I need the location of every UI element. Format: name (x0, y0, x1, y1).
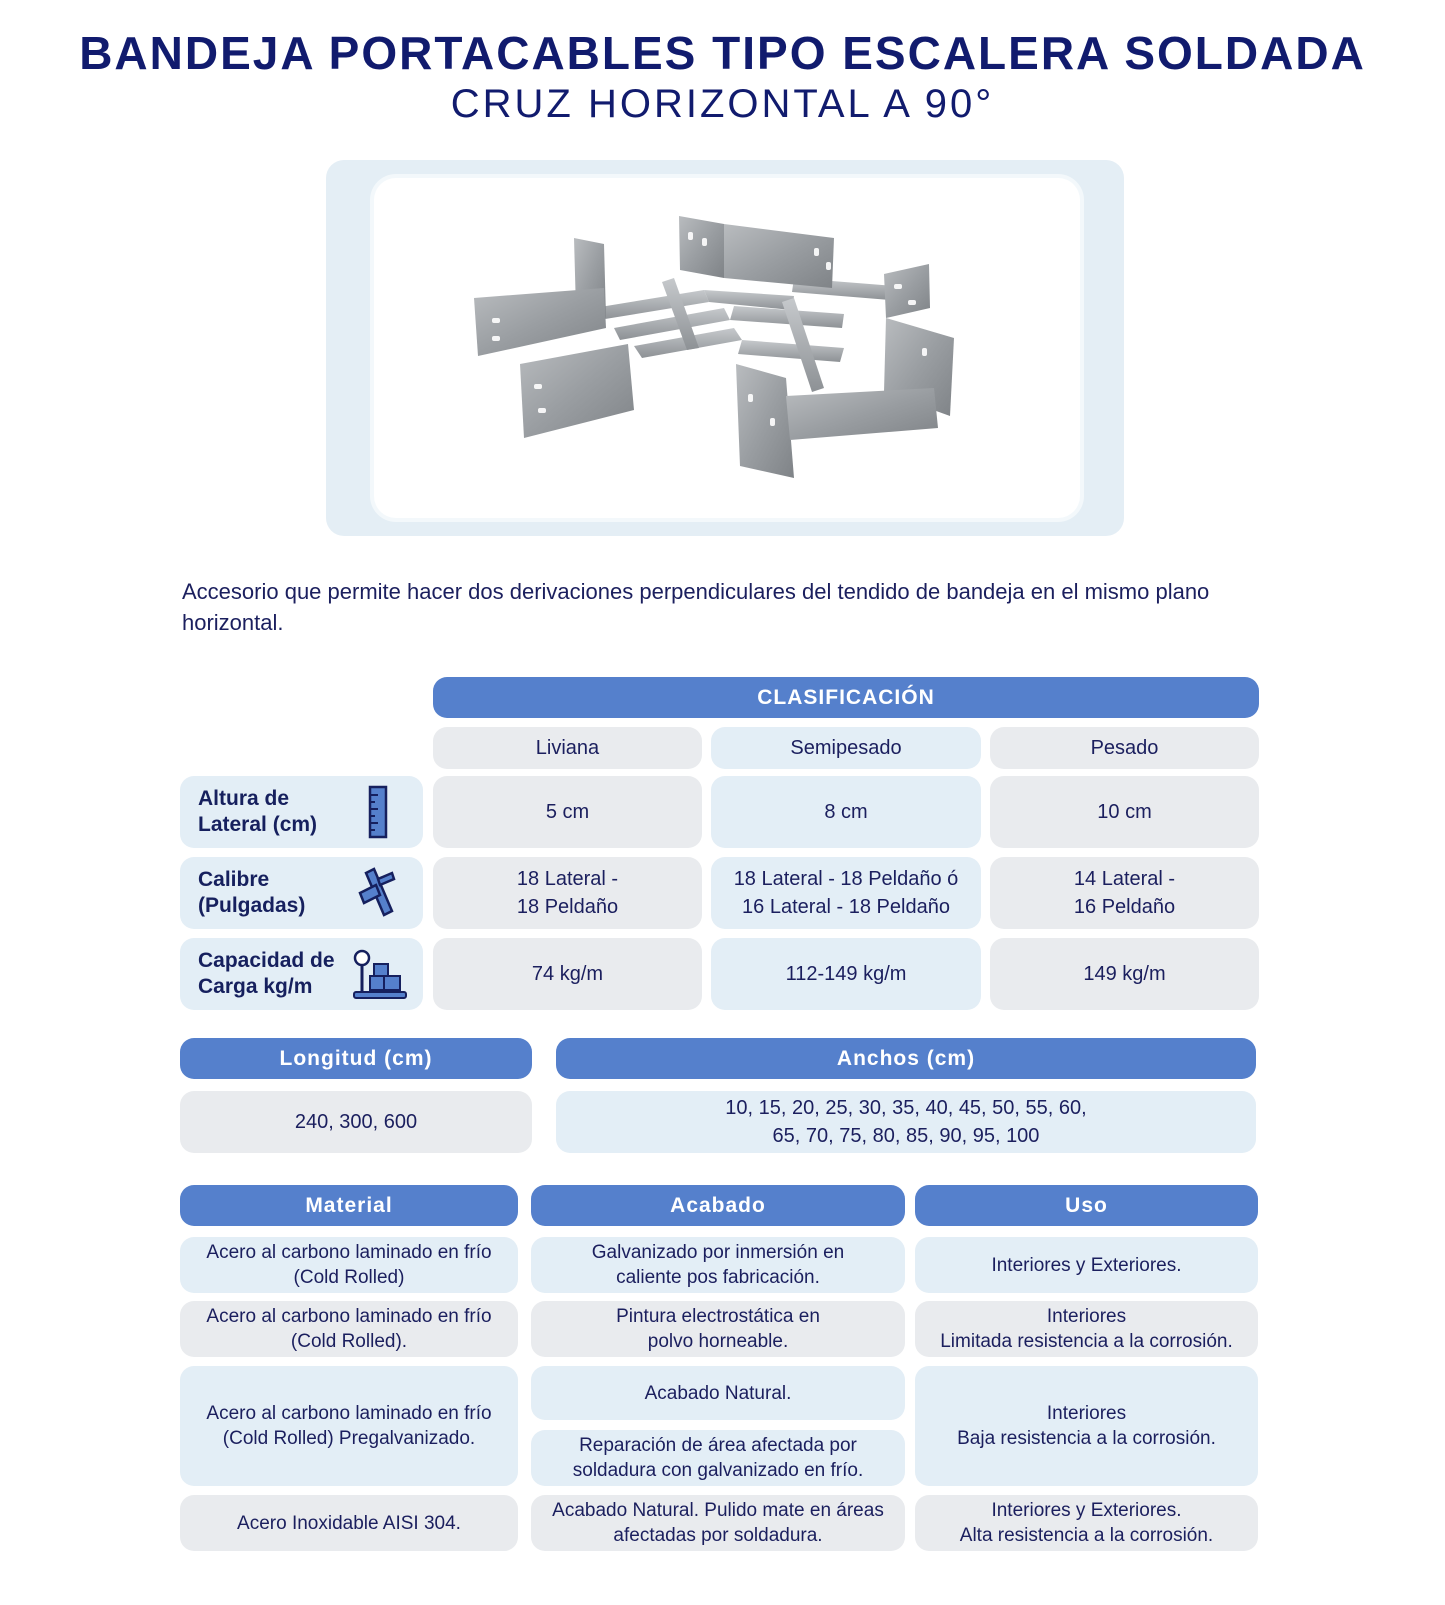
uso-cell: Interiores Baja resistencia a la corrosión. (915, 1366, 1258, 1486)
length-header: Longitud (cm) (180, 1038, 532, 1079)
material-cell: Acero al carbono laminado en frío (Cold Rolled) (180, 1237, 518, 1293)
material-header: Material (180, 1185, 518, 1226)
acabado-header: Acabado (531, 1185, 905, 1226)
material-cell: Acero al carbono laminado en frío (Cold Rolled) Pregalvanizado. (180, 1366, 518, 1486)
altura-pesado: 10 cm (990, 776, 1259, 848)
page-subtitle: CRUZ HORIZONTAL A 90° (450, 82, 995, 126)
caliper-icon (358, 865, 398, 926)
row-label-altura (180, 776, 423, 848)
capacidad-liviana: 74 kg/m (433, 938, 702, 1010)
calibre-liviana: 18 Lateral - 18 Peldaño (433, 857, 702, 929)
acabado-cell: Reparación de área afectada por soldadura con galvanizado en frío. (531, 1430, 905, 1486)
scale-icon (352, 948, 408, 1007)
calibre-semipesado: 18 Lateral - 18 Peldaño ó 16 Lateral - 18 Peldaño (711, 857, 981, 929)
acabado-cell: Acabado Natural. Pulido mate en áreas afectadas por soldadura. (531, 1495, 905, 1551)
width-value: 10, 15, 20, 25, 30, 35, 40, 45, 50, 55, 60, 65, 70, 75, 80, 85, 90, 95, 100 (556, 1091, 1256, 1153)
material-cell: Acero al carbono laminado en frío (Cold Rolled). (180, 1301, 518, 1357)
product-description: Accesorio que permite hacer dos derivaciones perpendiculares del tendido de bandeja en el mismo plano horizontal. (182, 579, 1210, 635)
row-label-text: Calibre (Pulgadas) (198, 868, 306, 917)
calibre-pesado: 14 Lateral - 16 Peldaño (990, 857, 1259, 929)
width-header: Anchos (cm) (556, 1038, 1256, 1079)
uso-cell: Interiores Limitada resistencia a la corrosión. (915, 1301, 1258, 1357)
altura-semipesado: 8 cm (711, 776, 981, 848)
uso-cell: Interiores y Exteriores. Alta resistencia a la corrosión. (915, 1495, 1258, 1551)
acabado-cell: Galvanizado por inmersión en caliente pos fabricación. (531, 1237, 905, 1293)
column-header-liviana: Liviana (433, 727, 702, 769)
ruler-icon (368, 785, 388, 844)
product-image-frame (326, 160, 1124, 536)
cross-tray-illustration (374, 178, 1080, 518)
product-image (374, 178, 1080, 518)
altura-liviana: 5 cm (433, 776, 702, 848)
acabado-cell: Acabado Natural. (531, 1366, 905, 1420)
row-label-capacidad (180, 938, 423, 1010)
uso-header: Uso (915, 1185, 1258, 1226)
uso-cell: Interiores y Exteriores. (915, 1237, 1258, 1293)
page-title: BANDEJA PORTACABLES TIPO ESCALERA SOLDADA (79, 27, 1366, 79)
capacidad-pesado: 149 kg/m (990, 938, 1259, 1010)
row-label-text: Capacidad de Carga kg/m (198, 949, 335, 998)
classification-header: CLASIFICACIÓN (433, 677, 1259, 718)
material-cell: Acero Inoxidable AISI 304. (180, 1495, 518, 1551)
column-header-pesado: Pesado (990, 727, 1259, 769)
row-label-calibre (180, 857, 423, 929)
acabado-cell: Pintura electrostática en polvo horneable. (531, 1301, 905, 1357)
row-label-text: Altura de Lateral (cm) (198, 787, 318, 836)
length-value: 240, 300, 600 (180, 1091, 532, 1153)
capacidad-semipesado: 112-149 kg/m (711, 938, 981, 1010)
column-header-semipesado: Semipesado (711, 727, 981, 769)
